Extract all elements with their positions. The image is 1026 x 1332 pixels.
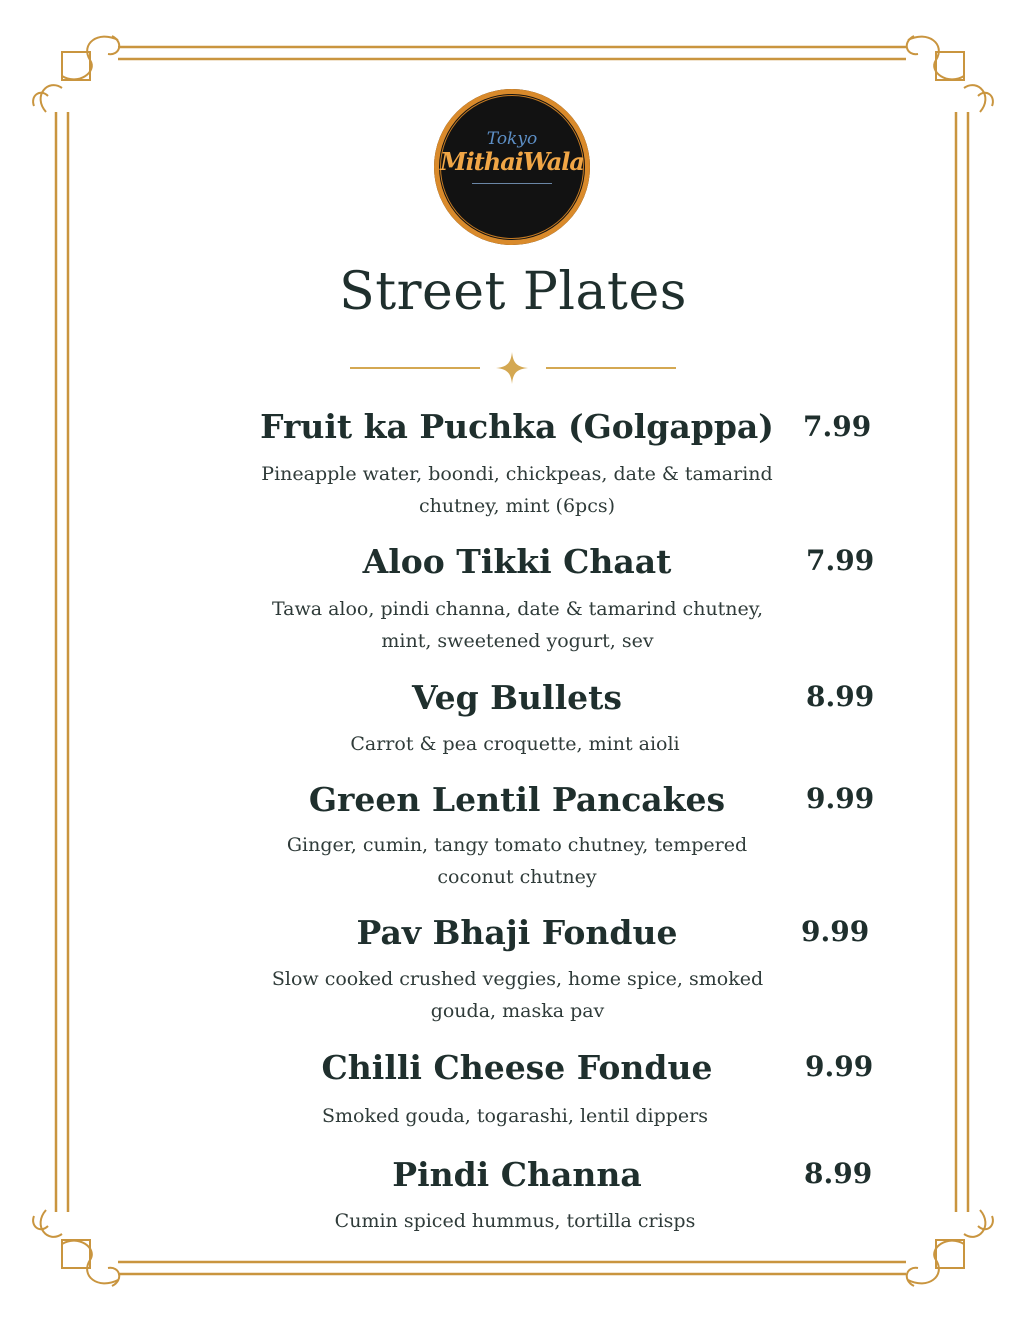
logo-underline [472,183,552,184]
restaurant-logo [434,89,590,245]
logo-top-text: Tokyo [486,129,538,149]
menu-section-title: Street Plates [339,262,687,322]
divider-line-right [546,367,676,369]
item-description: Carrot & pea croquette, mint aioli [350,733,680,755]
item-price: 9.99 [806,782,875,815]
item-name: Pav Bhaji Fondue [356,913,678,952]
item-description: Ginger, cumin, tangy tomato chutney, tempered coconut chutney [286,834,748,888]
item-description: Tawa aloo, pindi channa, date & tamarind chutney, mint, sweetened yogurt, sev [271,598,764,652]
item-name: Chilli Cheese Fondue [321,1048,713,1087]
item-name: Veg Bullets [412,678,622,717]
item-description: Pineapple water, boondi, chickpeas, date & tamarind chutney, mint (6pcs) [261,463,773,517]
item-description: Smoked gouda, togarashi, lentil dippers [322,1105,708,1127]
item-description: Slow cooked crushed veggies, home spice, smoked gouda, maska pav [271,968,764,1022]
item-price: 9.99 [801,915,870,948]
item-price: 7.99 [806,544,875,577]
item-name: Aloo Tikki Chaat [362,542,672,581]
item-name: Green Lentil Pancakes [308,780,726,819]
logo-main-text: MithaiWala [440,147,584,176]
divider-line-left [350,367,480,369]
item-price: 9.99 [805,1050,874,1083]
item-price: 7.99 [803,410,872,443]
sparkle-star-icon [496,352,528,384]
item-name: Pindi Channa [392,1155,642,1194]
item-price: 8.99 [804,1157,873,1190]
item-name: Fruit ka Puchka (Golgappa) [260,407,774,446]
item-price: 8.99 [806,680,875,713]
item-description: Cumin spiced hummus, tortilla crisps [334,1210,696,1232]
